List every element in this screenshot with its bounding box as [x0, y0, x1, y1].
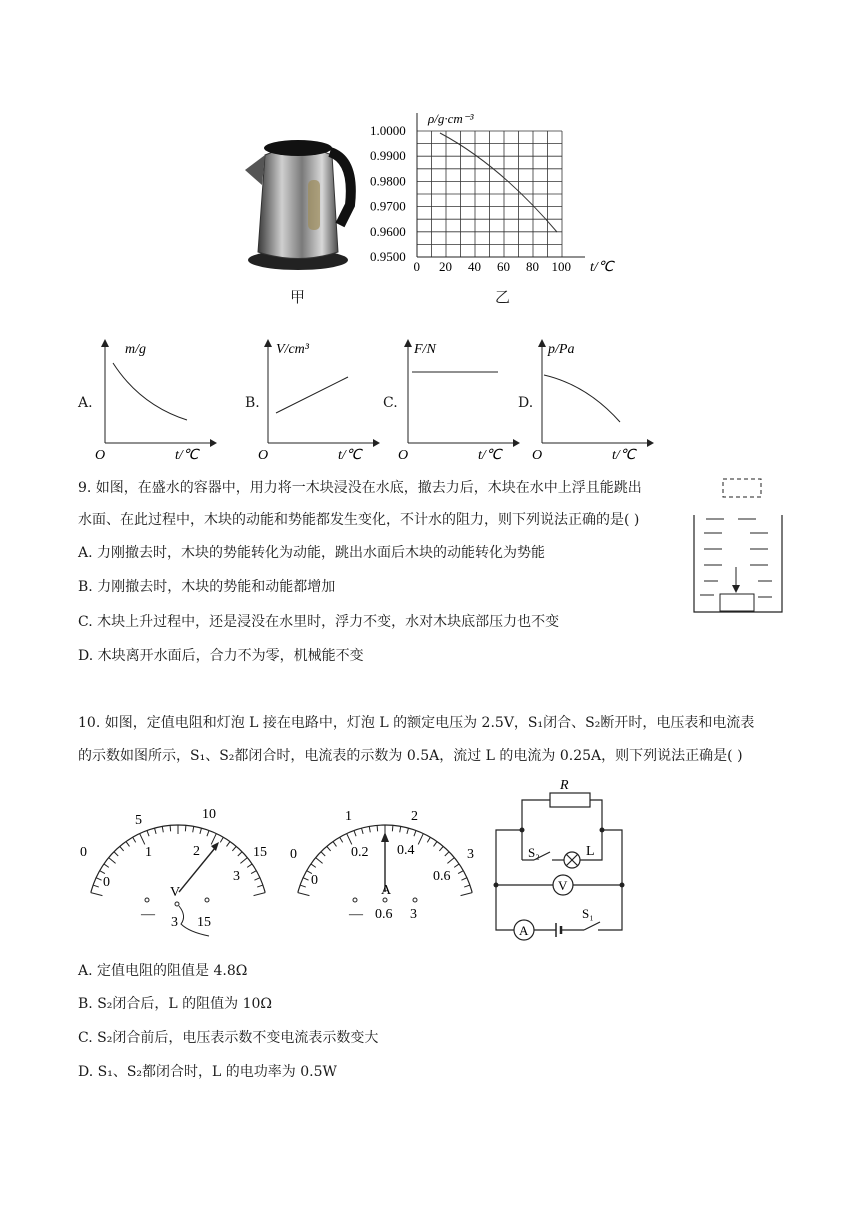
graph-c — [398, 335, 528, 465]
meter-tick — [170, 825, 171, 831]
amp-inner-04: 0.4 — [397, 843, 415, 858]
meter-tick — [434, 842, 437, 847]
q10-option-c: C. S₂闭合前后，电压表示数不变电流表示数变大 — [78, 1030, 379, 1046]
density-y-axis-label: ρ/g·cm⁻³ — [428, 111, 474, 126]
density-x-axis-label: t/℃ — [590, 260, 614, 275]
volt-terminal-neg: — — [141, 907, 155, 922]
block-above-water — [723, 479, 761, 497]
density-x-tick: 60 — [497, 259, 510, 274]
graph-b-origin: O — [258, 448, 269, 463]
volt-outer-10: 10 — [202, 807, 216, 822]
meter-tick — [109, 858, 116, 864]
switch-s1 — [584, 922, 600, 930]
volt-inner-1: 1 — [145, 845, 152, 860]
volt-terminal-3: 3 — [171, 915, 178, 930]
meter-tick — [247, 864, 252, 867]
volt-outer-0: 0 — [80, 845, 87, 860]
graph-c-x-label: t/℃ — [478, 448, 502, 463]
ammeter-symbol: A — [381, 883, 392, 898]
option-a-letter: A. — [78, 395, 93, 411]
volt-terminal-15: 15 — [197, 915, 211, 930]
caption-jia: 甲 — [290, 288, 306, 306]
graph-a — [95, 335, 225, 465]
meter-tick — [418, 834, 423, 845]
meter-tick — [439, 846, 443, 851]
meter-tick — [200, 828, 202, 834]
density-x-ticks — [414, 259, 572, 274]
meter-tick — [133, 837, 136, 842]
circuit-label-s2: S₂ — [528, 845, 540, 860]
density-x-tick: 0 — [413, 259, 420, 274]
amp-outer-1: 1 — [345, 809, 352, 824]
volt-outer-5: 5 — [135, 813, 142, 828]
q10-stem-line2: 的示数如图所示，S₁、S₂都闭合时，电流表的示数为 0.5A，流过 L 的电流为 0.25A，则下列说法正确是( ) — [78, 748, 743, 764]
density-y-tick: 0.9600 — [370, 223, 406, 239]
density-x-tick: 100 — [551, 259, 571, 274]
voltmeter-dial — [75, 800, 275, 940]
meter-tick — [100, 871, 105, 874]
meter-tick — [227, 842, 230, 847]
option-d-letter: D. — [518, 395, 534, 411]
meter-tick — [311, 864, 316, 867]
circuit-label-v: V — [558, 878, 568, 893]
meter-tick — [104, 864, 109, 867]
volt-inner-2: 2 — [193, 844, 200, 859]
density-x-tick: 80 — [526, 259, 539, 274]
meter-tick — [254, 878, 259, 880]
meter-tick — [303, 878, 308, 880]
q9-option-b: B. 力刚撤去时，木块的势能和动能都增加 — [78, 579, 336, 595]
circuit-label-r: R — [560, 778, 569, 793]
volt-outer-15: 15 — [253, 845, 267, 860]
meter-tick — [298, 893, 310, 896]
meter-tick — [251, 871, 256, 874]
graph-d-y-label: p/Pa — [548, 342, 575, 357]
q9-stem-line1: 9. 如图，在盛水的容器中，用力将一木块浸没在水底，撤去力后，木块在水中上浮且能跳出 — [78, 480, 642, 496]
option-c-letter: C. — [383, 395, 398, 411]
meter-tick — [162, 826, 163, 832]
meter-tick — [207, 831, 209, 837]
density-y-tick: 0.9800 — [370, 173, 406, 189]
graph-a-y-label: m/g — [125, 342, 146, 357]
meter-tick — [96, 878, 101, 880]
graph-b — [258, 335, 388, 465]
option-b-letter: B. — [245, 395, 260, 411]
amp-terminal-06: 0.6 — [375, 907, 393, 922]
density-y-tick: 0.9700 — [370, 198, 406, 214]
meter-tick — [120, 846, 124, 851]
meter-tick — [316, 858, 323, 864]
circuit-label-s1: S₁ — [582, 906, 594, 921]
meter-tick — [321, 852, 325, 856]
meter-tick — [347, 834, 352, 845]
graph-d-origin: O — [532, 448, 543, 463]
graph-b-x-label: t/℃ — [338, 448, 362, 463]
meter-tick — [369, 826, 370, 832]
meter-tick — [257, 885, 263, 887]
circuit-diagram — [490, 775, 640, 945]
q10-option-d: D. S₁、S₂都闭合时，L 的电功率为 0.5W — [78, 1064, 337, 1080]
meter-tick — [220, 837, 223, 842]
meter-tick — [147, 831, 149, 837]
meter-tick — [333, 842, 336, 847]
graph-c-y-label: F/N — [414, 342, 436, 357]
water-container-diagram — [688, 475, 788, 615]
ammeter-dial — [285, 800, 485, 940]
q10-option-b: B. S₂闭合后，L 的阻值为 10Ω — [78, 996, 273, 1012]
q9-option-d: D. 木块离开水面后，合力不为零，机械能不变 — [78, 648, 364, 664]
meter-tick — [140, 834, 145, 845]
meter-tick — [392, 825, 393, 831]
amp-inner-02: 0.2 — [351, 845, 369, 860]
meter-tick — [454, 864, 459, 867]
q9-option-a: A. 力刚撤去时，木块的势能转化为动能，跳出水面后木块的动能转化为势能 — [78, 545, 546, 561]
q9-stem-line2: 水面、在此过程中，木块的动能和势能都发生变化，不计水的阻力，则下列说法正确的是( ) — [78, 512, 640, 528]
q10-stem-line1: 10. 如图，定值电阻和灯泡 L 接在电路中，灯泡 L 的额定电压为 2.5V，S₁闭合、S₂断开时，电压表和电流表 — [78, 715, 755, 731]
meter-tick — [155, 828, 157, 834]
meter-tick — [91, 893, 103, 896]
meter-tick — [445, 852, 449, 856]
circuit-label-a: A — [519, 923, 529, 938]
meter-tick — [126, 842, 129, 847]
meter-tick — [427, 837, 430, 842]
meter-tick — [414, 831, 416, 837]
meter-tick — [354, 831, 356, 837]
meter-tick — [362, 828, 364, 834]
resistor-r — [550, 793, 590, 807]
graph-a-origin: O — [95, 448, 106, 463]
amp-outer-0: 0 — [290, 847, 297, 862]
meter-tick — [300, 885, 306, 887]
graph-c-origin: O — [398, 448, 409, 463]
graph-d-x-label: t/℃ — [612, 448, 636, 463]
density-y-tick: 0.9500 — [370, 249, 406, 264]
meter-tick — [447, 858, 454, 864]
meter-tick — [211, 834, 216, 845]
caption-yi: 乙 — [495, 288, 511, 306]
meter-tick — [461, 878, 466, 880]
amp-outer-2: 2 — [411, 809, 418, 824]
density-y-tick: 0.9900 — [370, 148, 406, 164]
density-x-tick: 20 — [439, 259, 452, 274]
amp-inner-0: 0 — [311, 873, 318, 888]
meter-tick — [407, 828, 409, 834]
meter-tick — [238, 852, 242, 856]
meter-tick — [400, 826, 401, 832]
volt-inner-3: 3 — [233, 869, 240, 884]
volt-inner-0: 0 — [103, 875, 110, 890]
q9-option-c: C. 木块上升过程中，还是浸没在水里时，浮力不变，水对木块底部压力也不变 — [78, 614, 560, 630]
meter-tick — [458, 871, 463, 874]
meter-tick — [254, 893, 266, 896]
amp-inner-06: 0.6 — [433, 869, 451, 884]
density-y-tick: 1.0000 — [370, 123, 406, 138]
amp-terminal-3: 3 — [410, 907, 417, 922]
meter-tick — [461, 893, 473, 896]
voltmeter-symbol: V — [170, 885, 181, 900]
block-underwater — [720, 594, 754, 611]
density-curve — [440, 133, 557, 232]
meter-tick — [377, 825, 378, 831]
graph-b-y-label: V/cm³ — [276, 342, 309, 357]
density-y-ticks — [370, 123, 406, 264]
meter-tick — [193, 826, 194, 832]
meter-tick — [340, 837, 343, 842]
meter-tick — [185, 825, 186, 831]
q10-option-a: A. 定值电阻的阻值是 4.8Ω — [78, 963, 248, 979]
density-x-tick: 40 — [468, 259, 481, 274]
graph-a-x-label: t/℃ — [175, 448, 199, 463]
meter-tick — [232, 846, 236, 851]
amp-outer-3: 3 — [467, 847, 474, 862]
meter-tick — [93, 885, 99, 887]
meter-tick — [114, 852, 118, 856]
graph-d — [532, 335, 662, 465]
circuit-label-l: L — [586, 844, 595, 859]
meter-tick — [464, 885, 470, 887]
density-chart — [360, 105, 620, 275]
amp-terminal-neg: — — [349, 907, 363, 922]
meter-tick — [240, 858, 247, 864]
meter-tick — [327, 846, 331, 851]
kettle-image — [240, 130, 360, 280]
